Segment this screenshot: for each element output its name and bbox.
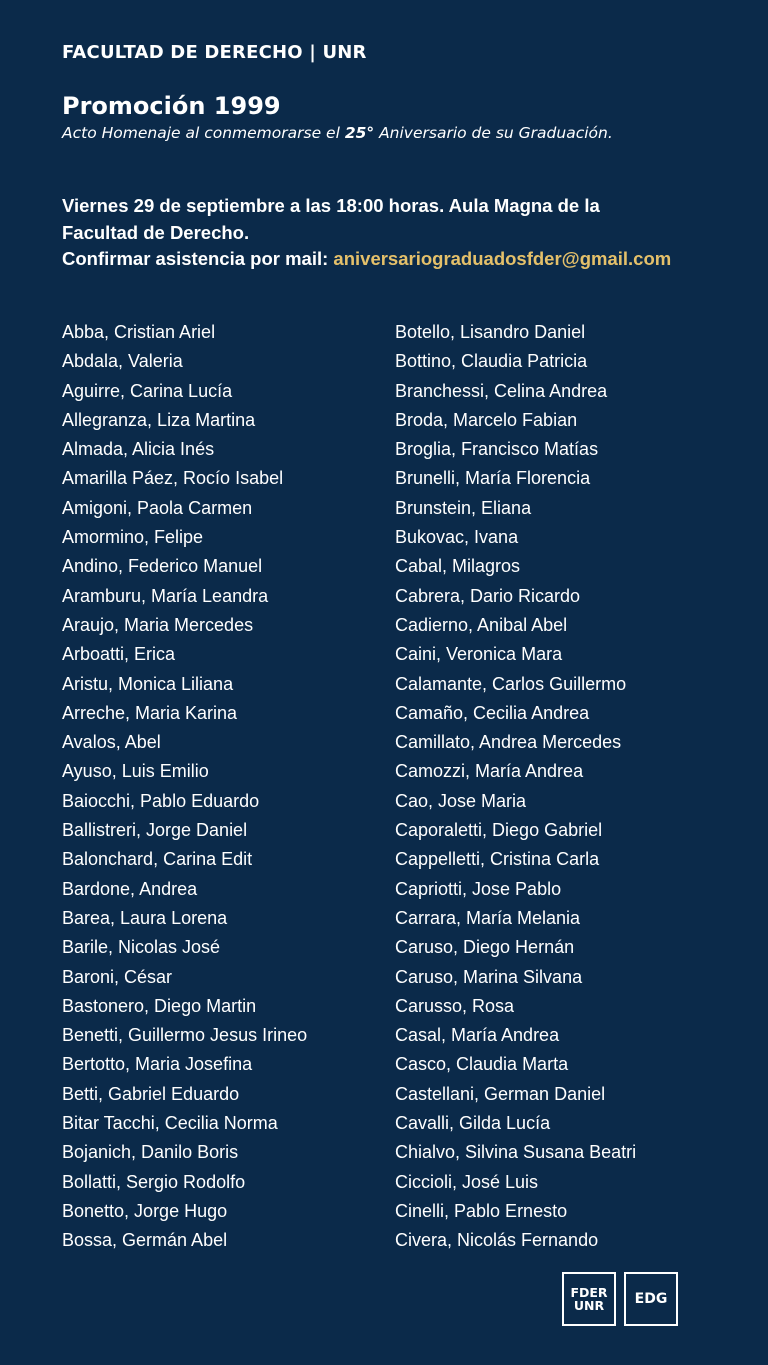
graduate-name: Cao, Jose Maria (395, 790, 527, 811)
graduate-name: Bitar Tacchi, Cecilia Norma (62, 1113, 278, 1134)
graduate-name: Avalos, Abel (62, 732, 161, 753)
graduate-name: Branchessi, Celina Andrea (395, 380, 608, 401)
graduate-name: Cabal, Milagros (395, 556, 521, 577)
graduate-name: Broda, Marcelo Fabian (395, 409, 578, 430)
graduate-name: Bottino, Claudia Patricia (395, 351, 588, 372)
graduate-name: Carrara, María Melania (395, 907, 581, 928)
graduate-name: Bastonero, Diego Martin (62, 995, 257, 1016)
graduate-name: Almada, Alicia Inés (62, 439, 215, 460)
graduate-name: Bardone, Andrea (62, 878, 198, 899)
confirm-attendance (62, 245, 722, 273)
graduate-name: Carusso, Rosa (395, 995, 515, 1016)
graduate-name: Baroni, César (62, 966, 173, 987)
fder-logo-line-2: UNR (573, 1298, 605, 1313)
graduate-name: Chialvo, Silvina Susana Beatri (395, 1142, 637, 1163)
graduate-name: Civera, Nicolás Fernando (395, 1230, 599, 1251)
graduate-name: Caruso, Marina Silvana (395, 966, 583, 987)
graduate-name: Caporaletti, Diego Gabriel (395, 820, 603, 841)
fder-unr-logo (562, 1272, 616, 1326)
graduate-name: Bukovac, Ivana (395, 527, 519, 548)
page-title: Promoción 1999 (62, 92, 281, 120)
graduate-name: Camillato, Andrea Mercedes (395, 732, 622, 753)
graduate-name: Andino, Federico Manuel (62, 556, 263, 577)
logos (562, 1272, 678, 1326)
graduate-name: Casal, María Andrea (395, 1025, 560, 1046)
graduate-name: Allegranza, Liza Martina (62, 409, 256, 430)
graduate-name: Cinelli, Pablo Ernesto (395, 1200, 568, 1221)
graduate-name: Bertotto, Maria Josefina (62, 1054, 253, 1075)
edg-logo-text: EDG (634, 1291, 668, 1307)
graduate-name: Balonchard, Carina Edit (62, 849, 253, 870)
graduate-name: Cappelletti, Cristina Carla (395, 849, 600, 870)
graduate-name: Aristu, Monica Liliana (62, 673, 234, 694)
email-link[interactable]: aniversariograduadosfder@gmail.com (333, 248, 672, 269)
graduate-name: Cabrera, Dario Ricardo (395, 585, 581, 606)
graduate-name: Abba, Cristian Ariel (62, 322, 216, 342)
graduate-name: Araujo, Maria Mercedes (62, 614, 254, 635)
subtitle (62, 124, 613, 142)
graduate-name: Cadierno, Anibal Abel (395, 614, 568, 635)
graduate-name: Botello, Lisandro Daniel (395, 322, 586, 342)
graduate-name: Ballistreri, Jorge Daniel (62, 820, 248, 841)
graduate-name: Ayuso, Luis Emilio (62, 761, 209, 782)
subtitle-anniversary: 25° (344, 124, 375, 142)
subtitle-after: Aniversario de su Graduación. (374, 124, 613, 142)
event-details (62, 189, 722, 273)
graduate-name: Bonetto, Jorge Hugo (62, 1200, 228, 1221)
graduate-name: Caini, Veronica Mara (395, 644, 563, 665)
graduate-name: Ciccioli, José Luis (395, 1171, 539, 1192)
graduate-name: Cavalli, Gilda Lucía (395, 1113, 551, 1134)
graduate-name: Bossa, Germán Abel (62, 1230, 228, 1251)
fder-logo-line-1: FDER (570, 1285, 608, 1300)
graduate-name: Camaño, Cecilia Andrea (395, 702, 590, 723)
graduate-name: Aguirre, Carina Lucía (62, 380, 233, 401)
graduate-name: Benetti, Guillermo Jesus Irineo (62, 1025, 308, 1046)
graduate-name: Castellani, German Daniel (395, 1083, 606, 1104)
graduate-name: Barile, Nicolas José (62, 937, 221, 958)
graduate-name: Bojanich, Danilo Boris (62, 1142, 239, 1163)
names-column-left (62, 318, 307, 1256)
graduate-name: Bollatti, Sergio Rodolfo (62, 1171, 246, 1192)
names-column-right (395, 318, 636, 1256)
event-line-2: Facultad de Derecho. (62, 222, 250, 243)
event-line-1: Viernes 29 de septiembre a las 18:00 horas. Aula Magna de la (62, 195, 600, 216)
graduate-name: Betti, Gabriel Eduardo (62, 1083, 240, 1104)
organization-title: FACULTAD DE DERECHO | UNR (62, 42, 367, 63)
graduate-name: Brunstein, Eliana (395, 497, 532, 518)
graduate-name: Amarilla Páez, Rocío Isabel (62, 468, 284, 489)
graduate-name: Amigoni, Paola Carmen (62, 497, 253, 518)
graduate-name: Barea, Laura Lorena (62, 907, 228, 928)
graduate-name: Casco, Claudia Marta (395, 1054, 569, 1075)
graduate-name: Calamante, Carlos Guillermo (395, 673, 627, 694)
graduate-name: Arboatti, Erica (62, 644, 176, 665)
graduate-name: Arreche, Maria Karina (62, 702, 238, 723)
graduate-name: Aramburu, María Leandra (62, 585, 269, 606)
graduate-name: Camozzi, María Andrea (395, 761, 584, 782)
graduate-name: Abdala, Valeria (62, 351, 183, 372)
graduate-name: Amormino, Felipe (62, 527, 204, 548)
graduate-name: Broglia, Francisco Matías (395, 439, 599, 460)
edg-logo (624, 1272, 678, 1326)
graduate-name: Caruso, Diego Hernán (395, 937, 575, 958)
confirm-label: Confirmar asistencia por mail: (62, 248, 334, 269)
graduate-name: Capriotti, Jose Pablo (395, 878, 562, 899)
graduate-name: Baiocchi, Pablo Eduardo (62, 790, 260, 811)
graduate-name: Brunelli, María Florencia (395, 468, 591, 489)
subtitle-before: Acto Homenaje al conmemorarse el (62, 124, 345, 142)
